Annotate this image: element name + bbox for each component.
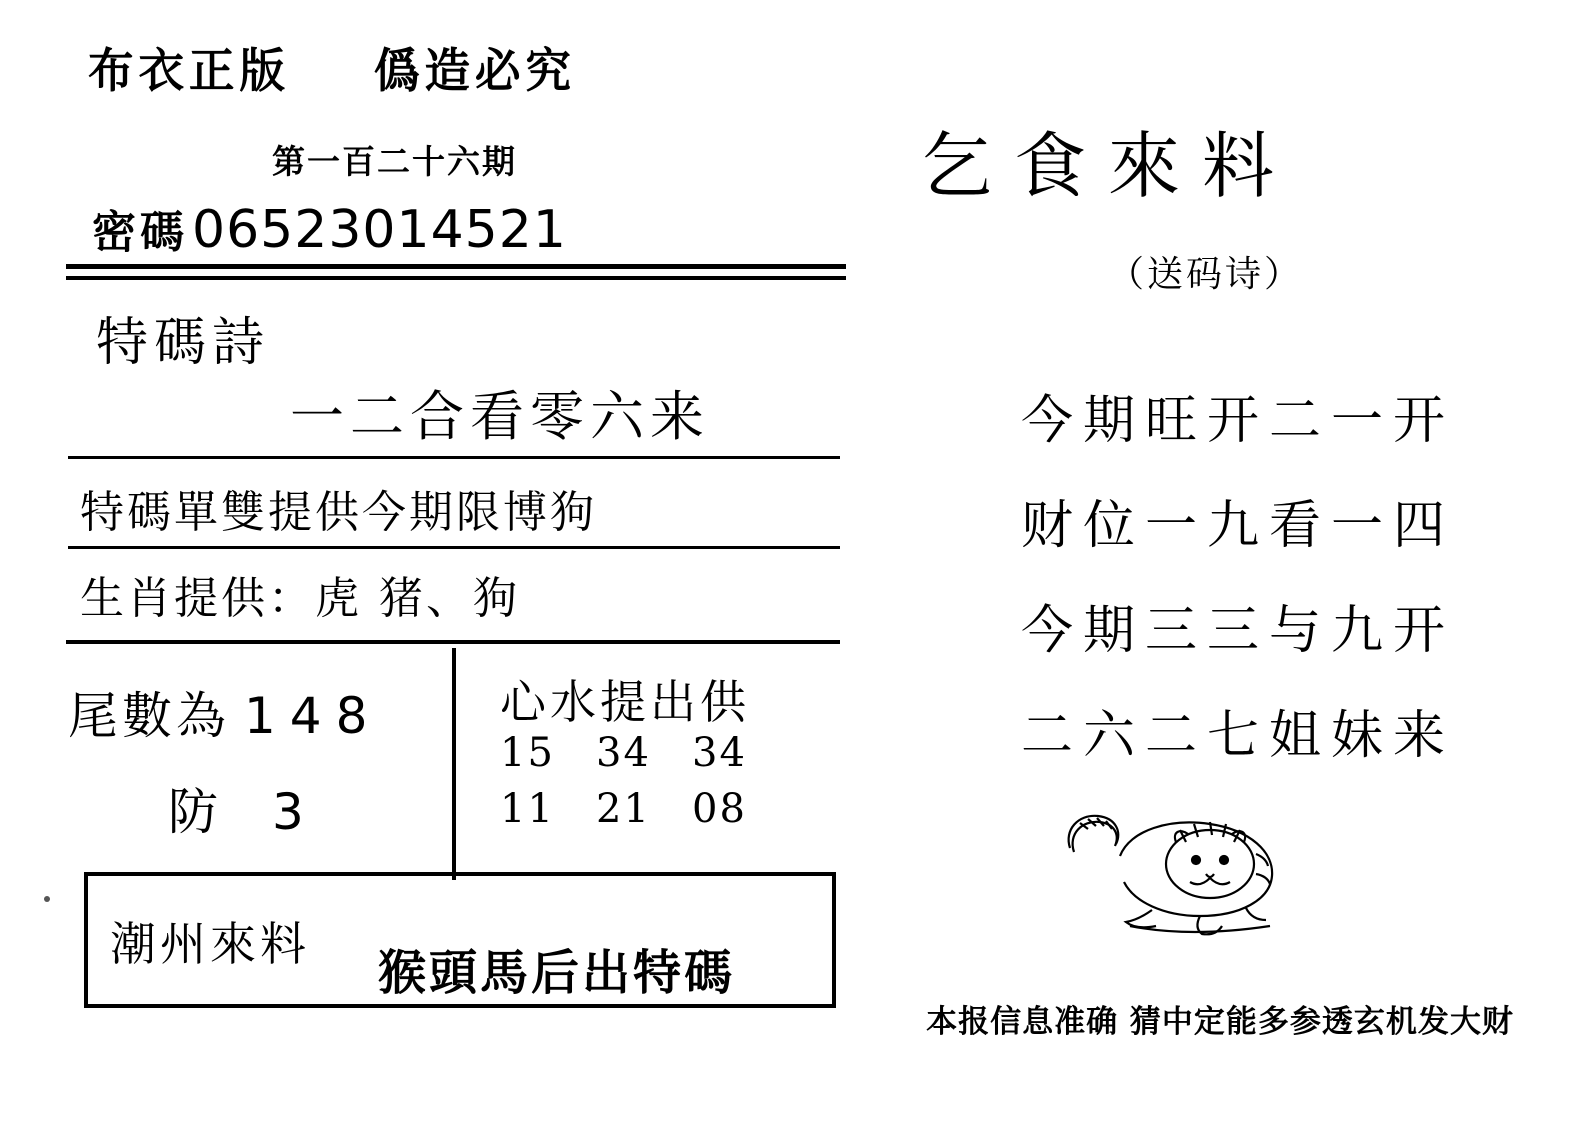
tail-number-values: 148 (244, 687, 382, 745)
header-left-text: 布衣正版 (88, 44, 290, 99)
tema-poem-text: 一二合看零六来 (290, 385, 710, 448)
issue-number: 第一百二十六期 (272, 142, 517, 181)
xinshui-cell: 34 (596, 730, 651, 776)
right-footer-text: 本报信息准确 猜中定能多参透玄机发大财 (926, 1004, 1514, 1040)
poem-line: 二六二七姐妹来 (1020, 706, 1455, 766)
guard-number-line (168, 772, 304, 844)
guard-number-label: 防 (168, 783, 218, 841)
xinshui-cell: 11 (500, 786, 555, 832)
tiger-illustration (1060, 790, 1320, 950)
divider-3 (68, 546, 840, 549)
xinshui-number-grid (500, 730, 788, 842)
tail-number-line (68, 676, 381, 748)
odd-even-line: 特碼單雙提供今期限博狗 (80, 487, 597, 538)
tail-number-label: 尾數為 (68, 687, 230, 745)
header-right-text: 僞造必究 (374, 44, 576, 99)
poem-line: 财位一九看一四 (1020, 496, 1455, 556)
divider-2 (68, 456, 840, 459)
right-poem (928, 378, 1548, 798)
guard-number-value: 3 (272, 783, 304, 841)
poem-line: 今期旺开二一开 (1020, 391, 1455, 451)
chaozhou-label: 潮州來料 (110, 917, 310, 971)
password-label: 密碼 (92, 207, 188, 258)
divider-1b (66, 276, 846, 280)
zodiac-line: 生肖提供：虎 猪、狗 (80, 573, 520, 624)
xinshui-row (500, 786, 788, 832)
right-subtitle: （送码诗） (1108, 254, 1304, 295)
xinshui-cell: 15 (500, 730, 555, 776)
scan-speck (44, 896, 50, 902)
right-column (860, 0, 1572, 1121)
right-title: 乞食來料 (920, 124, 1297, 208)
divider-1a (66, 264, 846, 269)
tema-poem-title: 特碼詩 (96, 313, 271, 373)
divider-4 (66, 640, 840, 644)
password-digits: 06523014521 (192, 200, 567, 260)
divider-vertical (452, 648, 456, 880)
xinshui-cell: 21 (596, 786, 651, 832)
chaozhou-slogan: 猴頭馬后出特碼 (378, 945, 736, 1001)
xinshui-row (500, 730, 788, 776)
password-line (92, 196, 567, 260)
xinshui-cell: 34 (692, 730, 747, 776)
xinshui-cell: 08 (692, 786, 747, 832)
poem-line: 今期三三与九开 (1020, 601, 1455, 661)
header-row (88, 44, 788, 99)
bottom-box (84, 872, 836, 1008)
xinshui-title: 心水提出供 (500, 675, 750, 729)
